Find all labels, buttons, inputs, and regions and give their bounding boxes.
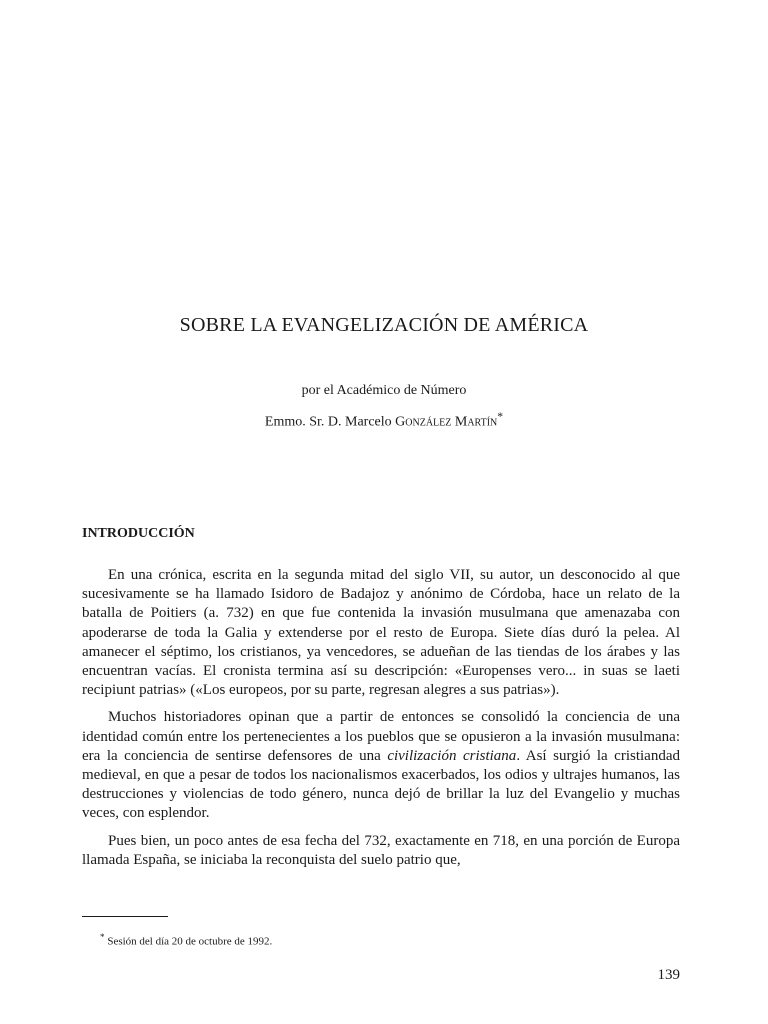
italic-phrase: civilización cristiana	[387, 747, 517, 764]
footnote	[100, 932, 272, 948]
document-title: SOBRE LA EVANGELIZACIÓN DE AMÉRICA	[179, 314, 589, 336]
footnote-mark: *	[497, 410, 504, 423]
author-surname: González Martín	[395, 414, 498, 430]
author-prefix: Emmo. Sr. D. Marcelo	[264, 414, 396, 430]
paragraph: Pues bien, un poco antes de esa fecha del 732, exactamente en 718, en una porción de Europa llamada España, se iniciaba la reconquista del suelo patrio que,	[82, 832, 680, 868]
byline-author-role: por el Académico de Número	[301, 383, 467, 398]
page-number: 139	[657, 967, 680, 983]
footnote-divider	[82, 916, 168, 917]
paragraph	[82, 708, 680, 823]
body-text	[82, 566, 680, 878]
footnote-symbol: *	[100, 932, 105, 942]
footnote-text: Sesión del día 20 de octubre de 1992.	[104, 935, 273, 948]
paragraph: En una crónica, escrita en la segunda mitad del siglo VII, su autor, un desconocido al que sucesivamente se ha llamado Isidoro de Badajoz y anónimo de Córdoba, hace un relato de la batalla de Poitiers (a. 732) en que fue contenida la invasión musulmana que amenazaba con apoderarse de toda la Galia y extenderse por el resto de Europa. Siete días duró la pelea. Al amanecer el séptimo, los cristianos, ya vencedores, se adueñan de las tiendas de los árabes y las encuentran vacías. El cronista termina así su descripción: «Europenses vero... in suas se laeti recipiunt patrias» («Los europeos, por su parte, regresan alegres a sus patrias»).	[82, 567, 680, 699]
paragraph-text: . Así surgió la cristiandad medieval, en que a pesar de todos los nacionalismos exacerbados, los odios y ultrajes humanos, las destrucciones y violencias de todo género, nunca dejó de brillar la luz del Evangelio y muchas veces, con esplendor.	[82, 747, 680, 822]
byline-author-name	[0, 410, 768, 431]
paragraph-text: Muchos historiadores opinan que a partir de entonces se consolidó la conciencia de una identidad común entre los pertenecientes a los pueblos que se opusieron a la invasión musulmana: era la conciencia de sentirse defensores de una	[82, 709, 680, 764]
section-heading: INTRODUCCIÓN	[82, 526, 195, 541]
